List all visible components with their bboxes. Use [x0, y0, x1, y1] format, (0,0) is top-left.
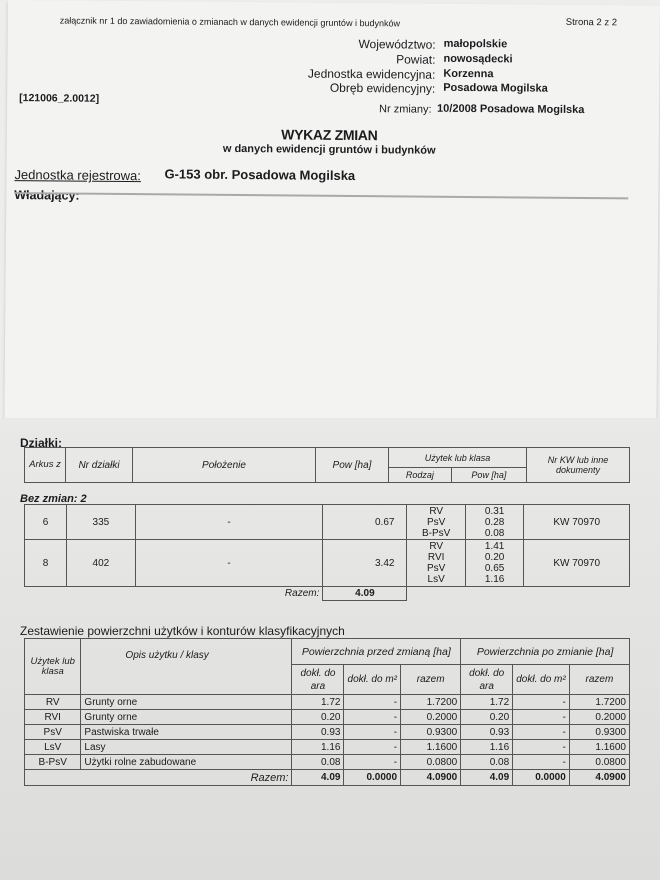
change-value: 10/2008 Posadowa Mogilska [437, 102, 585, 117]
summary-before-m2: - [344, 755, 401, 770]
summary-before-total: 0.0800 [401, 755, 461, 770]
document-title: WYKAZ ZMIAN [281, 126, 378, 144]
summary-desc: Grunty orne [81, 695, 292, 710]
page-label: Strona 2 z 2 [565, 16, 618, 29]
parcels-total: 4.09 [323, 587, 407, 601]
col-before-m2: dokł. do m² [344, 665, 401, 695]
use-area: 1.16 [484, 574, 505, 585]
no-change-label: Bez zmian: 2 [20, 493, 87, 505]
table-row [25, 540, 630, 587]
header-value-county: nowosądecki [443, 52, 513, 66]
summary-before-m2: - [344, 695, 401, 710]
use-area: 0.20 [484, 552, 505, 563]
summary-after-total: 0.2000 [569, 710, 629, 725]
col-kw: Nr KW lub inne dokumenty [527, 448, 630, 483]
use-area: 0.65 [484, 563, 505, 574]
summary-before-total: 0.9300 [401, 725, 461, 740]
col-location: Położenie [133, 448, 316, 483]
summary-total-after-m2: 0.0000 [513, 770, 570, 786]
summary-total-after-ara: 4.09 [461, 770, 513, 786]
kind: LsV [427, 574, 445, 585]
col-after-m2: dokł. do m² [513, 665, 570, 695]
unit-label: Jednostka rejestrowa: [14, 167, 141, 184]
col-kind: Rodzaj [389, 468, 452, 483]
summary-before-m2: - [344, 740, 401, 755]
summary-after-m2: - [513, 725, 570, 740]
summary-desc: Pastwiska trwałe [81, 725, 292, 740]
summary-desc: Użytki rolne zabudowane [81, 755, 292, 770]
summary-after-total: 0.0800 [569, 755, 629, 770]
header-value-precinct: Posadowa Mogilska [443, 81, 548, 95]
summary-after-ara: 0.08 [461, 755, 513, 770]
kind: PsV [427, 563, 446, 574]
unit-value: G-153 obr. Posadowa Mogilska [164, 166, 356, 184]
parcel-arkus: 8 [25, 540, 67, 587]
summary-total-before-m2: 0.0000 [344, 770, 401, 786]
summary-after-m2: - [513, 710, 570, 725]
table-row [25, 740, 630, 755]
parcel-area: 3.42 [323, 540, 407, 587]
parcel-kinds [407, 540, 465, 587]
document-sheet-top [4, 0, 660, 426]
summary-title: Zestawienie powierzchni użytków i konturów klasyfikacyjnych [20, 624, 345, 638]
summary-total-row [25, 770, 630, 786]
parcels-table [24, 504, 630, 601]
parcels-header-table [24, 447, 630, 483]
summary-table [24, 638, 630, 786]
parcel-location: - [135, 505, 323, 540]
summary-after-m2: - [513, 695, 570, 710]
parcel-kinds [407, 505, 465, 540]
change-label: Nr zmiany: [379, 103, 432, 116]
summary-desc: Lasy [81, 740, 292, 755]
table-row [25, 695, 630, 710]
col-area: Pow [ha] [316, 448, 389, 483]
summary-before-m2: - [344, 725, 401, 740]
header-label-precinct: Obręb ewidencyjny: [329, 80, 436, 96]
summary-total-before-ara: 4.09 [292, 770, 344, 786]
summary-after-ara: 0.93 [461, 725, 513, 740]
table-row [25, 505, 630, 540]
parcels-total-label: Razem: [25, 587, 323, 601]
header-value-voivodeship: małopolskie [443, 37, 508, 51]
owner-label: Władający: [14, 188, 80, 203]
col-use: Użytek lub klasa [389, 448, 527, 468]
use-area: 0.28 [484, 516, 505, 528]
col-before-ara: dokł. do ara [292, 665, 344, 695]
parcels-label: Działki: [20, 436, 63, 450]
owner-divider [14, 192, 628, 199]
summary-code: RV [25, 695, 81, 710]
summary-after-m2: - [513, 740, 570, 755]
col-use-class: Użytek lub klasa [25, 639, 81, 695]
summary-before-ara: 0.20 [292, 710, 344, 725]
summary-after-total: 1.1600 [569, 740, 629, 755]
summary-before-total: 1.7200 [401, 695, 461, 710]
summary-before-m2: - [344, 710, 401, 725]
parcel-kw: KW 70970 [524, 505, 630, 540]
parcel-location: - [135, 540, 323, 587]
document-sheet-bottom [0, 418, 660, 880]
col-before-total: razem [401, 665, 461, 695]
col-nr: Nr działki [66, 448, 133, 483]
col-before: Powierzchnia przed zmianą [ha] [292, 639, 461, 665]
parcel-nr: 402 [67, 540, 136, 587]
summary-after-total: 1.7200 [569, 695, 629, 710]
kind: PsV [427, 516, 446, 528]
id-code: [121006_2.0012] [19, 92, 100, 105]
header-label-county: Powiat: [396, 52, 436, 67]
col-after-ara: dokł. do ara [461, 665, 513, 695]
summary-total-after: 4.0900 [569, 770, 629, 786]
summary-code: B-PsV [25, 755, 81, 770]
table-row [25, 725, 630, 740]
parcel-kw: KW 70970 [524, 540, 630, 587]
kind: RVI [427, 552, 445, 563]
summary-after-ara: 1.72 [461, 695, 513, 710]
col-use-area: Pow [ha] [451, 468, 526, 483]
col-arkus: Arkus z [25, 448, 66, 483]
summary-after-m2: - [513, 755, 570, 770]
parcel-area: 0.67 [323, 505, 407, 540]
kind: RV [429, 505, 444, 517]
summary-code: LsV [25, 740, 81, 755]
table-row [25, 755, 630, 770]
summary-total-before: 4.0900 [401, 770, 461, 786]
use-area: 0.08 [484, 527, 505, 539]
summary-before-total: 0.2000 [401, 710, 461, 725]
top-note: załącznik nr 1 do zawiadomienia o zmianach w danych ewidencji gruntów i budynków [59, 15, 401, 29]
summary-after-ara: 1.16 [461, 740, 513, 755]
col-desc: Opis użytku / klasy [81, 639, 292, 695]
summary-before-total: 1.1600 [401, 740, 461, 755]
summary-total-label: Razem: [25, 770, 292, 786]
table-row [25, 710, 630, 725]
header-value-unit: Korzenna [443, 67, 494, 81]
parcel-arkus: 6 [25, 505, 67, 540]
col-after: Powierzchnia po zmianie [ha] [461, 639, 630, 665]
summary-before-ara: 0.93 [292, 725, 344, 740]
summary-before-ara: 0.08 [292, 755, 344, 770]
parcel-nr: 335 [67, 505, 136, 540]
summary-before-ara: 1.16 [292, 740, 344, 755]
summary-desc: Grunty orne [81, 710, 292, 725]
summary-before-ara: 1.72 [292, 695, 344, 710]
parcel-use-areas [465, 505, 523, 540]
document-subtitle: w danych ewidencji gruntów i budynków [222, 142, 436, 157]
summary-code: PsV [25, 725, 81, 740]
summary-after-total: 0.9300 [569, 725, 629, 740]
use-area: 1.41 [484, 541, 505, 552]
summary-after-ara: 0.20 [461, 710, 513, 725]
summary-code: RVI [25, 710, 81, 725]
header-label-unit: Jednostka ewidencyjna: [307, 66, 436, 82]
kind: B-PsV [422, 527, 451, 539]
col-after-total: razem [569, 665, 629, 695]
kind: RV [429, 541, 444, 552]
use-area: 0.31 [484, 505, 505, 517]
header-label-voivodeship: Województwo: [358, 37, 436, 52]
parcel-use-areas [465, 540, 523, 587]
